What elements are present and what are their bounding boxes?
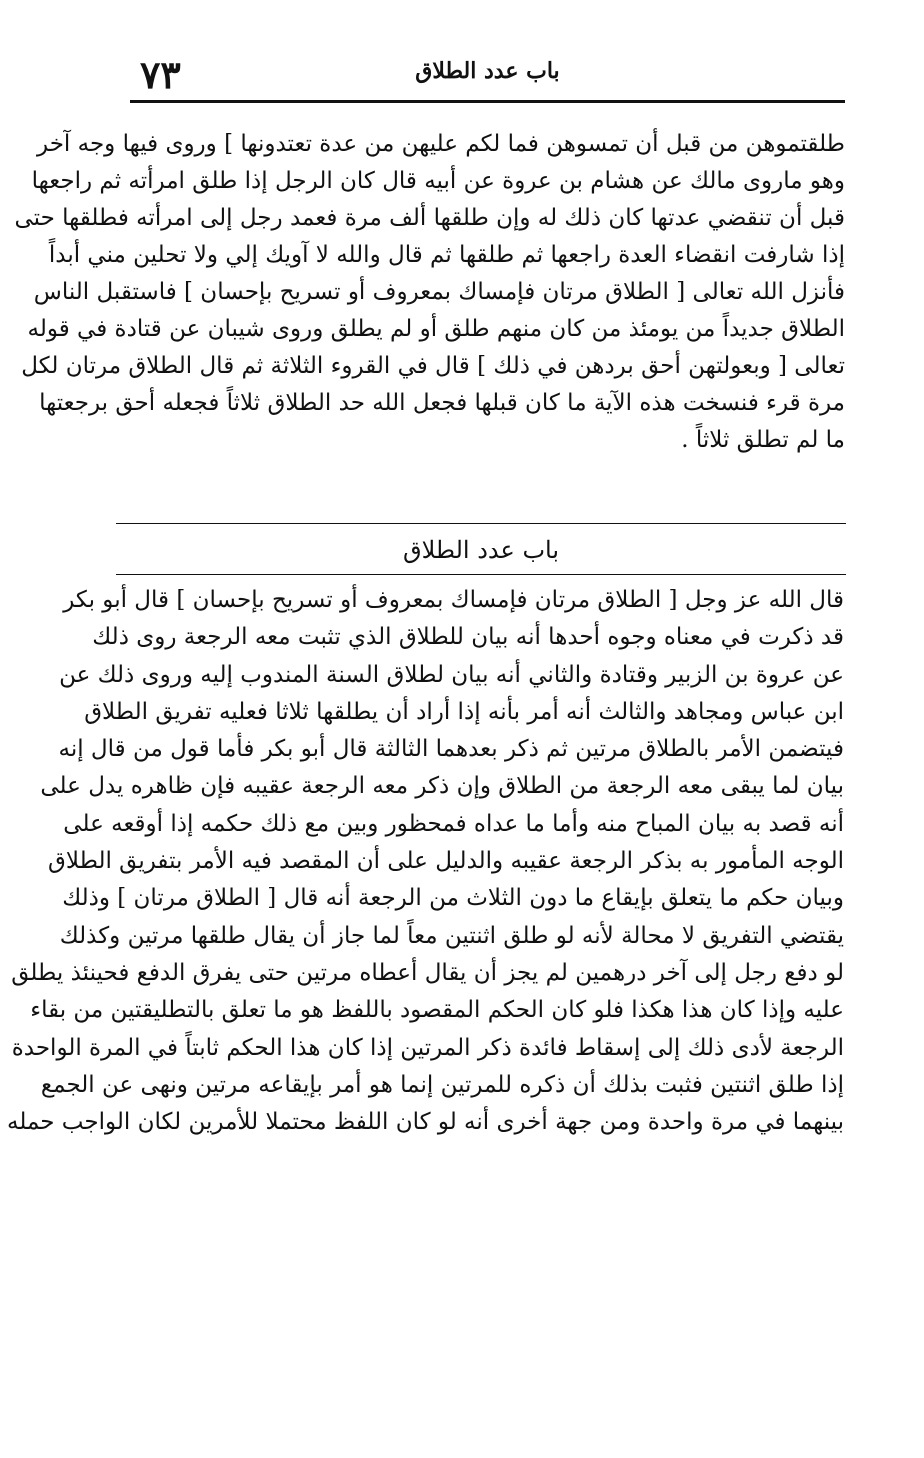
text-line: مرة قرء فنسخت هذه الآية ما كان قبلها فجعل الله حد الطلاق ثلاثاً فجعله أحق برجعتها [39, 390, 845, 416]
text-line: وهو ماروى مالك عن هشام بن عروة عن أبيه قال كان الرجل إذا طلق امرأته ثم راجعها [31, 168, 845, 194]
text-line: عن عروة بن الزبير وقتادة والثاني أنه بيان لطلاق السنة المندوب إليه وروى ذلك عن [59, 661, 844, 688]
section-rule-bottom [116, 574, 846, 575]
section-rule-top [116, 523, 846, 524]
text-line: قد ذكرت في معناه وجوه أحدها أنه بيان للطلاق الذي تثبت معه الرجعة روى ذلك [92, 624, 844, 651]
page-number: ٧٣ [140, 52, 181, 97]
text-line: بينهما في مرة واحدة ومن جهة أخرى أنه لو كان اللفظ محتملا للأمرين لكان الواجب حمله [7, 1109, 844, 1136]
text-line: فأنزل الله تعالى [ الطلاق مرتان فإمساك بمعروف أو تسريح بإحسان ] فاستقبل الناس [33, 279, 845, 305]
text-block-continuation [14, 126, 845, 459]
text-line: ما لم تطلق ثلاثاً . [681, 427, 845, 453]
text-line: بيان لما يبقى معه الرجعة من الطلاق وإن ذكر معه الرجعة عقيبه فإن ظاهره يدل على [40, 773, 844, 800]
section-heading: باب عدد الطلاق [402, 536, 560, 564]
text-line: طلقتموهن من قبل أن تمسوهن فما لكم عليهن من عدة تعتدونها ] وروى فيها وجه آخر [37, 131, 845, 157]
text-line: فيتضمن الأمر بالطلاق مرتين ثم ذكر بعدهما الثالثة قال أبو بكر فأما قول من قال إنه [58, 736, 844, 763]
text-line: الرجعة لأدى ذلك إلى إسقاط فائدة ذكر المرتين إذا كان هذا الحكم ثابتاً في المرة الواحدة [11, 1034, 844, 1061]
header-rule [130, 100, 845, 103]
text-line: الطلاق جديداً من يومئذ من كان منهم طلق أو لم يطلق وروى شيبان عن قتادة في قوله [27, 316, 845, 342]
text-line: لو دفع رجل إلى آخر درهمين لم يجز أن يقال أعطاه مرتين حتى يفرق الدفع فحينئذ يطلق [11, 959, 844, 986]
text-line: ابن عباس ومجاهد والثالث أنه أمر بأنه إذا أراد أن يطلقها ثلاثا فعليه تفريق الطلاق [84, 698, 844, 725]
text-block-section [7, 582, 844, 1141]
text-line: أنه قصد به بيان المباح منه وأما ما عداه فمحظور وبين مع ذلك حكمه إذا أوقعه على [63, 810, 844, 837]
text-line: يقتضي التفريق لا محالة لأنه لو طلق اثنتين معاً لما جاز أن يقال طلقها مرتين وكذلك [59, 922, 844, 949]
running-header [130, 52, 845, 96]
text-line: قال الله عز وجل [ الطلاق مرتان فإمساك بمعروف أو تسريح بإحسان ] قال أبو بكر [63, 587, 844, 613]
text-line: وبيان حكم ما يتعلق بإيقاع ما دون الثلاث من الرجعة أنه قال [ الطلاق مرتان ] وذلك [62, 885, 844, 912]
running-title: باب عدد الطلاق [415, 58, 560, 84]
text-line: الوجه المأمور به بذكر الرجعة عقيبه والدليل على أن المقصد فيه الأمر بتفريق الطلاق [48, 848, 844, 875]
text-line: إذا طلق اثنتين فثبت بذلك أن ذكره للمرتين إنما هو أمر بإيقاعه مرتين ونهى عن الجمع [40, 1071, 844, 1098]
text-line: تعالى [ وبعولتهن أحق بردهن في ذلك ] قال في القروء الثلاثة ثم قال الطلاق مرتان لكل [21, 353, 845, 379]
text-line: قبل أن تنقضي عدتها كان ذلك له وإن طلقها ألف مرة فعمد رجل إلى امرأته فطلقها حتى [14, 205, 845, 231]
text-line: عليه وإذا كان هذا هكذا فلو كان الحكم المقصود باللفظ هو ما تعلق بالتطليقتين من بقاء [30, 997, 844, 1024]
text-line: إذا شارفت انقضاء العدة راجعها ثم طلقها ثم قال والله لا آويك إلي ولا تحلين مني أبداً [48, 242, 845, 268]
